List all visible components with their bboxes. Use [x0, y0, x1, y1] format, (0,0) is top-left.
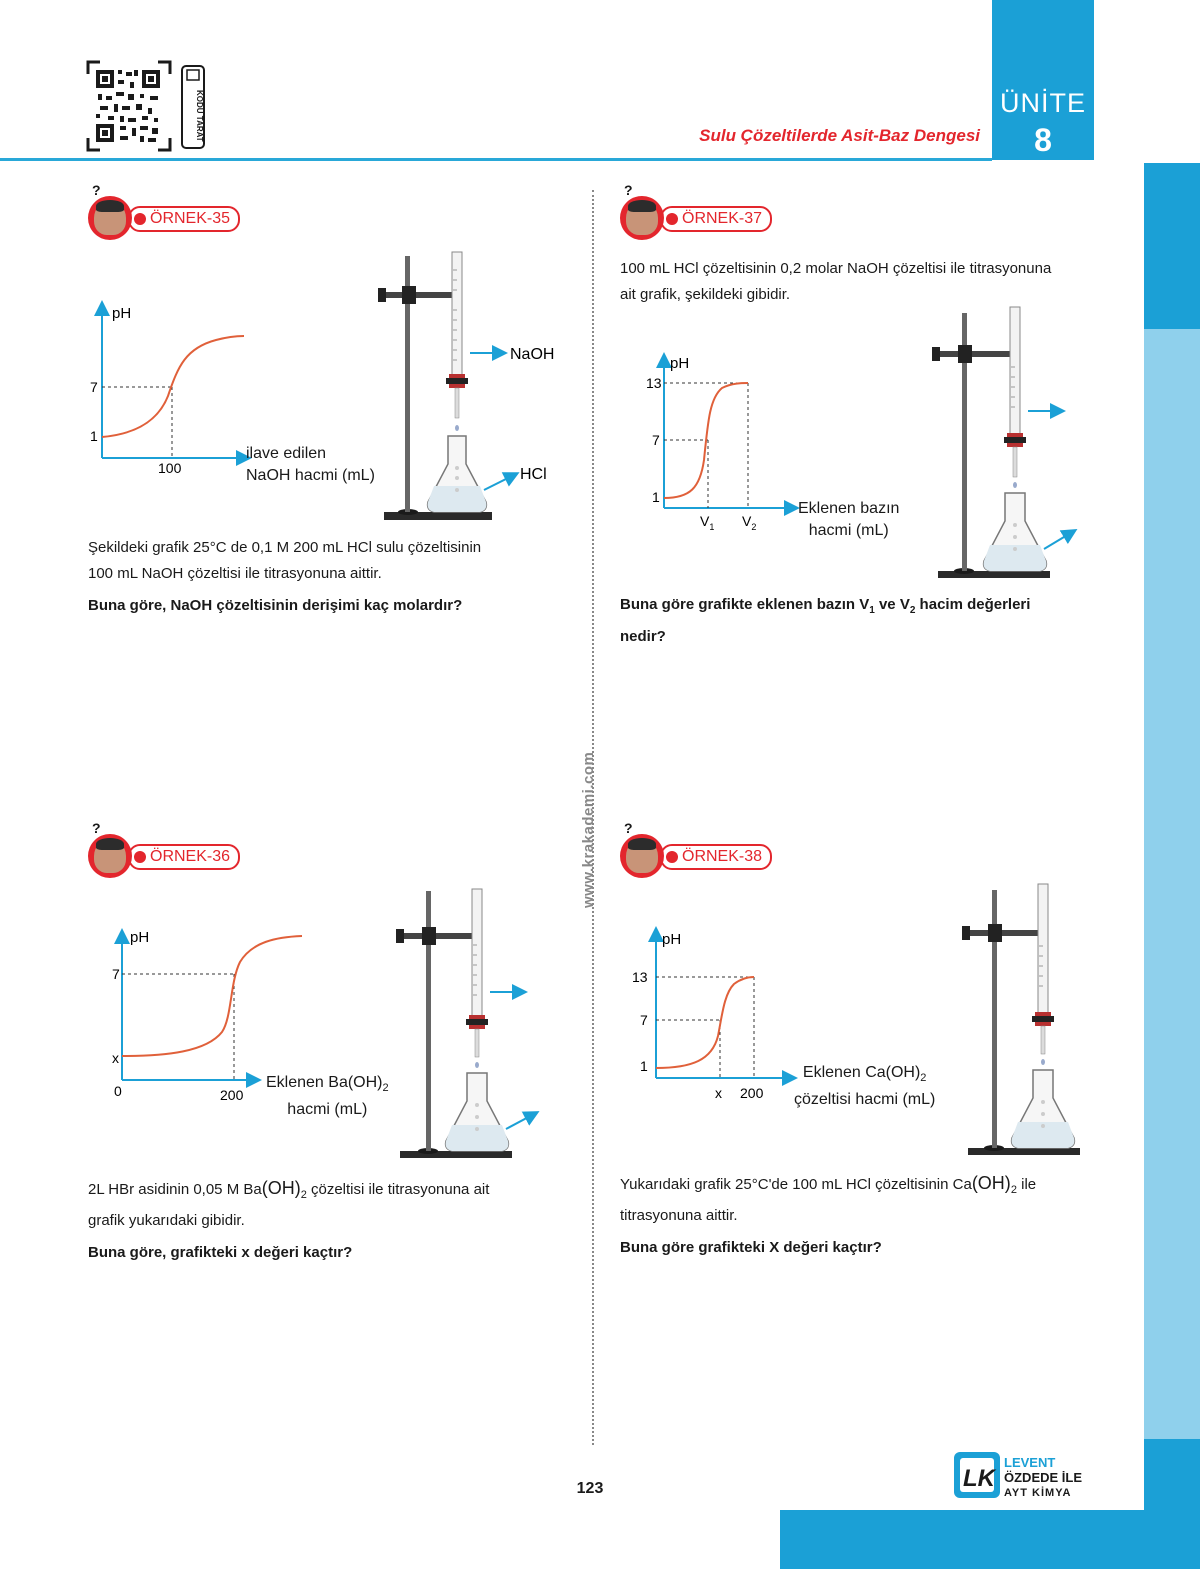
x-axis-label-37	[798, 498, 899, 542]
example-badge-37	[620, 182, 800, 240]
text-pre: 2L HBr asidinin 0,05 M Ba	[88, 1181, 262, 1198]
badge-label: ÖRNEK-35	[128, 206, 240, 232]
badge-dot-icon	[134, 213, 146, 225]
tick-v1: $V_1$	[700, 513, 715, 532]
badge-label: ÖRNEK-38	[660, 844, 772, 870]
question-36: Buna göre, grafikteki x değeri kaçtır?	[88, 1244, 353, 1261]
text-formula: (OH)	[971, 1173, 1011, 1193]
y-axis-label: pH	[112, 305, 132, 322]
x-axis-label-36	[266, 1072, 389, 1121]
y-axis-label: pH	[130, 929, 150, 946]
x-label-sub: 2	[920, 1072, 927, 1085]
tick-7: 7	[90, 379, 98, 395]
question-mark-icon: ?	[92, 182, 101, 198]
x-label-line1: Eklenen bazın	[798, 500, 900, 517]
titration-curve	[102, 336, 244, 437]
flask-label: HCl	[520, 466, 547, 483]
x-axis-label-38	[794, 1062, 935, 1111]
example-text-38	[620, 1170, 1130, 1261]
x-label-line2: çözeltisi hacmi (mL)	[794, 1091, 936, 1109]
header-divider	[0, 158, 992, 161]
logo-mark: LK	[963, 1465, 995, 1492]
titration-apparatus-35	[376, 250, 576, 526]
website-url	[576, 730, 606, 910]
side-band-dark	[1144, 163, 1200, 329]
tick-0: 0	[114, 1083, 122, 1099]
tick-1: 1	[90, 428, 98, 444]
x-label-line2: NaOH hacmi (mL)	[246, 467, 375, 484]
unit-tab	[992, 0, 1094, 160]
chapter-title: Sulu Çözeltilerde Asit-Baz Dengesi	[699, 126, 980, 145]
tick-v2: $V_2$	[742, 513, 757, 532]
titration-apparatus-38	[960, 882, 1090, 1158]
example-text-36	[88, 1175, 578, 1266]
badge-dot-icon	[666, 851, 678, 863]
badge-dot-icon	[134, 851, 146, 863]
titration-curve	[656, 977, 754, 1068]
graph-35	[86, 296, 266, 496]
tick-x: x	[112, 1050, 119, 1066]
x-axis-35	[100, 452, 260, 464]
question-mark-icon: ?	[92, 820, 101, 836]
titration-apparatus-37	[930, 305, 1080, 581]
logo-line1: LEVENT	[1004, 1455, 1056, 1470]
hair-icon	[628, 200, 656, 212]
example-intro-37	[620, 256, 1120, 308]
unit-number: 8	[1034, 122, 1052, 158]
website-text: www.krakademi.com	[580, 751, 597, 908]
text-sub: 2	[300, 1189, 307, 1201]
text-line2: grafik yukarıdaki gibidir.	[88, 1212, 245, 1229]
text-line2: 100 mL NaOH çözeltisi ile titrasyonuna aittir.	[88, 565, 382, 582]
text-pre: Yukarıdaki grafik 25°C'de 100 mL HCl çözeltisinin Ca	[620, 1176, 972, 1193]
y-axis-label: pH	[662, 931, 682, 948]
x-axis-label-35	[246, 443, 375, 487]
hair-icon	[96, 200, 124, 212]
logo-line3: AYT KİMYA	[1004, 1487, 1072, 1499]
tick-7: 7	[652, 432, 660, 448]
flask-arrow	[1044, 531, 1074, 549]
question-35: Buna göre, NaOH çözeltisinin derişimi kaç molardır?	[88, 597, 463, 614]
x-label-line1: Eklenen Ba(OH)	[266, 1074, 383, 1091]
tick-1: 1	[640, 1058, 648, 1074]
publisher-logo	[952, 1450, 1102, 1500]
intro-line1: 100 mL HCl çözeltisinin 0,2 molar NaOH çözeltisi ile titrasyonuna	[620, 260, 1052, 277]
tick-7: 7	[112, 966, 120, 982]
x-label-sub: 2	[382, 1082, 389, 1095]
y-axis-label: pH	[670, 355, 690, 372]
graph-37	[646, 350, 806, 540]
tick-7: 7	[640, 1012, 648, 1028]
page-number: 123	[576, 1480, 604, 1497]
text-post: ile	[1016, 1176, 1037, 1193]
question-37: Buna göre grafikte eklenen bazın $V_1$ ve $V_2$ hacim değerleri nedir?	[620, 596, 1031, 645]
badge-label: ÖRNEK-37	[660, 206, 772, 232]
x-label-line2: hacmi (mL)	[808, 522, 889, 539]
intro-line2: ait grafik, şekildeki gibidir.	[620, 286, 791, 303]
example-badge-35	[88, 182, 268, 240]
burette-label: NaOH	[510, 346, 555, 363]
question-38: Buna göre grafikteki X değeri kaçtır?	[620, 1239, 882, 1256]
x-label-line2: hacmi (mL)	[287, 1101, 368, 1119]
text-sub: 2	[1010, 1184, 1017, 1196]
tick-100: 100	[158, 460, 182, 476]
question-mark-icon: ?	[624, 182, 633, 198]
footer-bar	[780, 1510, 1200, 1569]
text-line1: Şekildeki grafik 25°C de 0,1 M 200 mL HCl sulu çözeltisinin	[88, 539, 482, 556]
qr-label: KODU TARAT	[195, 90, 204, 142]
tick-13: 13	[646, 375, 662, 391]
unit-label: ÜNİTE	[1000, 88, 1086, 118]
flask-arrow	[506, 1113, 536, 1129]
x-label-line1: Eklenen Ca(OH)	[802, 1064, 921, 1081]
example-text-35	[88, 535, 568, 619]
text-line2: titrasyonuna aittir.	[620, 1207, 738, 1224]
side-band-light	[1144, 329, 1200, 1439]
tick-200: 200	[220, 1087, 244, 1103]
tick-x: x	[715, 1085, 722, 1101]
hair-icon	[628, 838, 656, 850]
hair-icon	[96, 838, 124, 850]
graph-38	[632, 922, 802, 1107]
badge-label: ÖRNEK-36	[128, 844, 240, 870]
logo-line2: ÖZDEDE İLE	[1004, 1470, 1083, 1485]
question-mark-icon: ?	[624, 820, 633, 836]
titration-curve	[122, 936, 302, 1056]
titration-apparatus-36	[394, 885, 544, 1161]
tick-200: 200	[740, 1085, 764, 1101]
qr-code	[86, 60, 210, 152]
x-label-line1: ilave edilen	[246, 445, 327, 462]
tick-1: 1	[652, 489, 660, 505]
example-badge-38	[620, 820, 800, 878]
text-post: çözeltisi ile titrasyonuna ait	[306, 1181, 490, 1198]
example-badge-36	[88, 820, 268, 878]
text-formula: (OH)	[261, 1178, 301, 1198]
badge-dot-icon	[666, 213, 678, 225]
tick-13: 13	[632, 969, 648, 985]
